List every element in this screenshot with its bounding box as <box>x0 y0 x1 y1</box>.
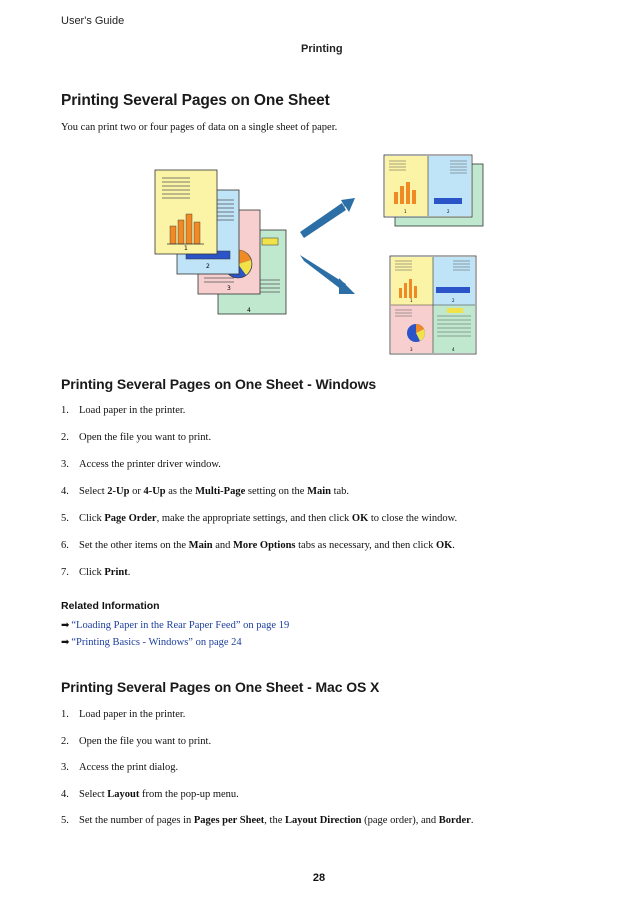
related-link-printing-basics[interactable]: ➡ “Printing Basics - Windows” on page 24 <box>61 637 242 648</box>
windows-step-3 <box>61 459 221 470</box>
header-section-title: Printing <box>301 43 343 55</box>
mac-step-5 <box>61 815 473 826</box>
svg-text:4: 4 <box>247 307 251 314</box>
step-number: 1. <box>61 709 69 720</box>
arrow-right-icon: ➡ <box>61 637 70 648</box>
windows-step-5 <box>61 513 457 524</box>
arrow-down-right-icon <box>300 255 355 294</box>
mac-step-2 <box>61 736 211 747</box>
four-up-result-sheet <box>390 256 476 354</box>
intro-text: You can print two or four pages of data on a single sheet of paper. <box>61 122 338 133</box>
step-text: Open the file you want to print. <box>79 432 212 443</box>
svg-text:2: 2 <box>452 298 455 303</box>
step-number: 2. <box>61 735 69 747</box>
step-text: Set the other items on the Main and More Options tabs as necessary, and then click OK. <box>79 540 455 551</box>
windows-step-1 <box>61 405 185 416</box>
step-number: 2. <box>61 432 69 443</box>
step-text: Click Page Order, make the appropriate settings, and then click OK to close the window. <box>79 513 458 524</box>
step-number: 3. <box>61 762 69 773</box>
step-text: Set the number of pages in Pages per Sheet, the Layout Direction (page order), and Border. <box>79 815 474 826</box>
step-number: 5. <box>61 815 69 826</box>
svg-text:3: 3 <box>410 347 413 352</box>
svg-text:1: 1 <box>410 298 413 303</box>
step-text: Open the file you want to print. <box>79 735 212 747</box>
source-page-1 <box>155 170 217 254</box>
windows-step-4 <box>61 486 349 497</box>
step-text: Select Layout from the pop-up menu. <box>79 788 239 800</box>
arrow-right-icon: ➡ <box>61 620 70 631</box>
multi-page-illustration <box>150 150 490 360</box>
svg-text:1: 1 <box>404 209 407 214</box>
mac-step-4 <box>61 789 239 800</box>
related-information-heading: Related Information <box>61 600 160 612</box>
svg-text:2: 2 <box>447 209 450 214</box>
svg-text:3: 3 <box>227 285 231 292</box>
step-text: Access the printer driver window. <box>79 459 221 470</box>
step-number: 1. <box>61 405 69 416</box>
step-number: 6. <box>61 540 69 551</box>
mac-step-1 <box>61 709 185 720</box>
step-number: 4. <box>61 486 69 497</box>
page-number: 28 <box>312 872 326 884</box>
step-text: Load paper in the printer. <box>79 405 186 416</box>
mac-section-heading: Printing Several Pages on One Sheet - Mac OS X <box>61 679 380 695</box>
windows-step-6 <box>61 540 455 551</box>
header-guide-title: User's Guide <box>61 15 125 27</box>
arrow-up-right-icon <box>300 198 355 238</box>
windows-step-2 <box>61 432 211 443</box>
step-text: Click Print. <box>79 567 131 578</box>
windows-section-heading: Printing Several Pages on One Sheet - Windows <box>61 376 377 392</box>
mac-step-3 <box>61 762 178 773</box>
step-text: Load paper in the printer. <box>79 709 186 720</box>
svg-text:2: 2 <box>206 263 210 270</box>
step-number: 7. <box>61 567 69 578</box>
step-number: 5. <box>61 513 69 524</box>
step-number: 3. <box>61 459 69 470</box>
step-number: 4. <box>61 788 69 800</box>
related-link-loading-paper[interactable]: ➡ “Loading Paper in the Rear Paper Feed” on page 19 <box>61 620 290 631</box>
step-text: Access the print dialog. <box>79 762 179 773</box>
svg-text:4: 4 <box>452 347 455 352</box>
svg-text:1: 1 <box>184 245 188 252</box>
page-title: Printing Several Pages on One Sheet <box>61 92 330 109</box>
two-up-result-sheet <box>384 155 483 226</box>
step-text: Select 2-Up or 4-Up as the Multi-Page setting on the Main tab. <box>79 486 350 497</box>
windows-step-7 <box>61 567 130 578</box>
